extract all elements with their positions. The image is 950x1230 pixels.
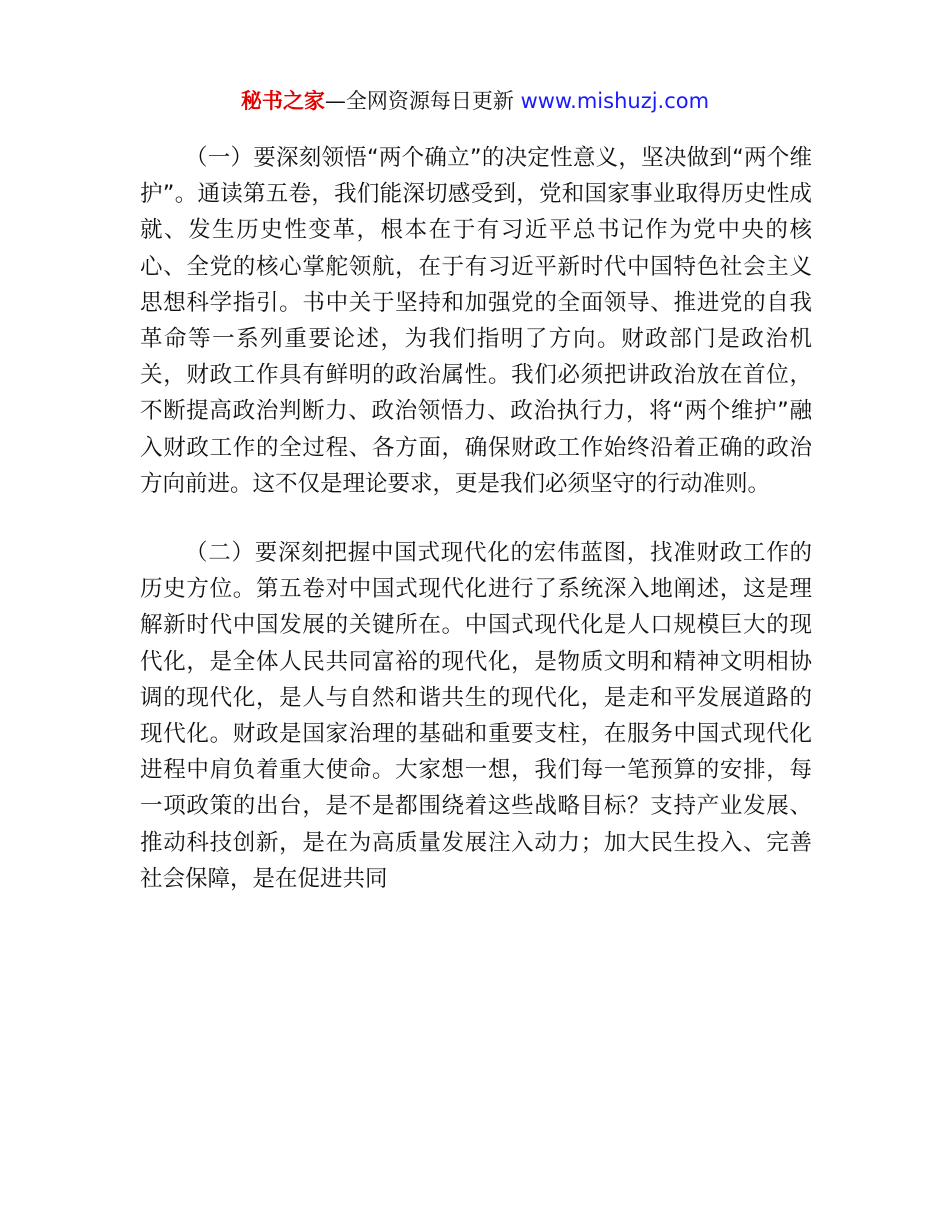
header-tagline: —全网资源每日更新 bbox=[324, 89, 521, 113]
site-url-link[interactable]: www.mishuzj.com bbox=[520, 89, 710, 113]
document-body bbox=[140, 140, 812, 897]
paragraph-1: （一）要深刻领悟“两个确立”的决定性意义，坚决做到“两个维护”。通读第五卷，我们能深切感受到，党和国家事业取得历史性成就、发生历史性变革，根本在于有习近平总书记作为党中央的核心、全党的核心掌舵领航，在于有习近平新时代中国特色社会主义思想科学指引。书中关于坚持和加强党的全面领导、推进党的自我革命等一系列重要论述，为我们指明了方向。财政部门是政治机关，财政工作具有鲜明的政治属性。我们必须把讲政治放在首位，不断提高政治判断力、政治领悟力、政治执行力，将“两个维护”融入财政工作的全过程、各方面，确保财政工作始终沿着正确的政治方向前进。这不仅是理论要求，更是我们必须坚守的行动准则。 bbox=[140, 145, 812, 497]
paragraph-2: （二）要深刻把握中国式现代化的宏伟蓝图，找准财政工作的历史方位。第五卷对中国式现代化进行了系统深入地阐述，这是理解新时代中国发展的关键所在。中国式现代化是人口规模巨大的现代化，是全体人民共同富裕的现代化，是物质文明和精神文明相协调的现代化，是人与自然和谐共生的现代化，是走和平发展道路的现代化。财政是国家治理的基础和重要支柱，在服务中国式现代化进程中肩负着重大使命。大家想一想，我们每一笔预算的安排，每一项政策的出台，是不是都围绕着这些战略目标？支持产业发展、推动科技创新，是在为高质量发展注入动力；加大民生投入、完善社会保障，是在促进共同 bbox=[140, 540, 812, 892]
brand-name: 秘书之家 bbox=[240, 89, 325, 113]
site-header bbox=[0, 86, 950, 116]
